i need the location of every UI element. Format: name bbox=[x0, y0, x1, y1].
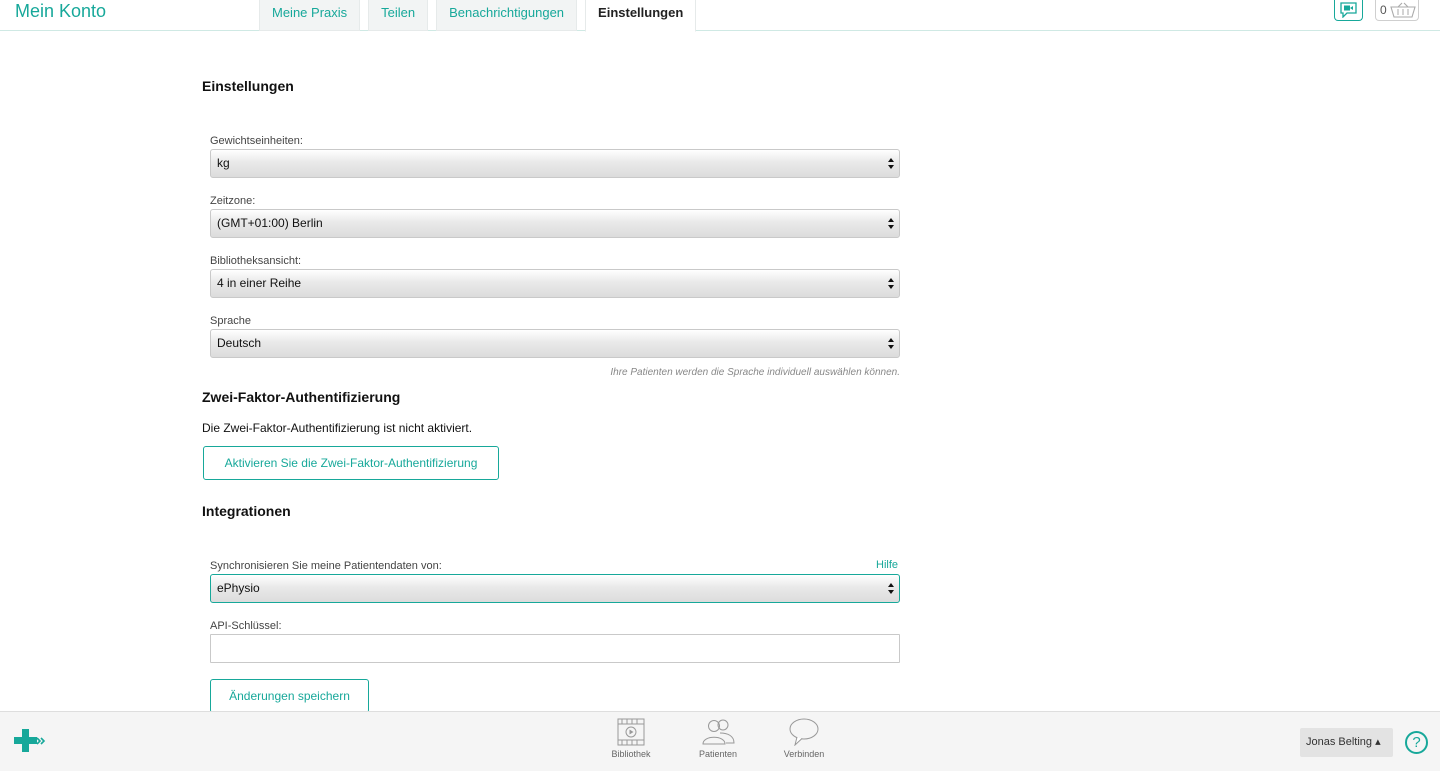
footer-bar bbox=[0, 711, 1440, 771]
language-value: Deutsch bbox=[217, 336, 262, 350]
help-link[interactable]: Hilfe bbox=[876, 559, 899, 571]
save-changes-button[interactable]: Änderungen speichern bbox=[210, 679, 369, 713]
api-key-input[interactable] bbox=[210, 634, 900, 663]
timezone-select[interactable] bbox=[210, 209, 900, 238]
library-view-value: 4 in einer Reihe bbox=[217, 276, 302, 290]
library-film-icon bbox=[617, 718, 645, 746]
video-call-icon bbox=[1339, 2, 1358, 18]
two-factor-heading: Zwei-Faktor-Authentifizierung bbox=[202, 389, 401, 405]
select-arrows-icon bbox=[888, 218, 894, 229]
help-icon[interactable]: ? bbox=[1405, 731, 1428, 754]
nav-library-label: Bibliothek bbox=[611, 749, 651, 759]
sync-source-select[interactable] bbox=[210, 574, 900, 603]
weight-units-select[interactable] bbox=[210, 149, 900, 178]
tab-meine-praxis[interactable]: Meine Praxis bbox=[259, 0, 360, 31]
select-arrows-icon bbox=[888, 158, 894, 169]
select-arrows-icon bbox=[888, 278, 894, 289]
nav-connect-label: Verbinden bbox=[783, 749, 825, 759]
nav-library[interactable] bbox=[608, 718, 654, 759]
nav-patients[interactable] bbox=[696, 718, 740, 759]
cart-count: 0 bbox=[1380, 3, 1387, 17]
basket-icon bbox=[1390, 2, 1416, 18]
two-factor-status: Die Zwei-Faktor-Authentifizierung ist nicht aktiviert. bbox=[202, 421, 473, 435]
select-arrows-icon bbox=[888, 338, 894, 349]
timezone-label: Zeitzone: bbox=[210, 195, 256, 207]
sync-label: Synchronisieren Sie meine Patientendaten von: bbox=[210, 560, 442, 572]
user-menu-button[interactable]: Jonas Belting ▴ bbox=[1300, 728, 1393, 757]
settings-heading: Einstellungen bbox=[202, 78, 294, 94]
nav-patients-label: Patienten bbox=[698, 749, 738, 759]
chat-bubble-icon bbox=[788, 718, 820, 746]
language-hint: Ihre Patienten werden die Sprache individuell auswählen können. bbox=[610, 367, 900, 378]
video-call-button[interactable] bbox=[1334, 0, 1363, 21]
cart-button[interactable] bbox=[1375, 0, 1419, 21]
library-view-select[interactable] bbox=[210, 269, 900, 298]
nav-connect[interactable] bbox=[781, 718, 827, 759]
tab-teilen[interactable]: Teilen bbox=[368, 0, 428, 31]
select-arrows-icon bbox=[888, 583, 894, 594]
tab-einstellungen[interactable]: Einstellungen bbox=[585, 0, 696, 32]
weight-units-value: kg bbox=[217, 156, 230, 170]
patients-icon bbox=[700, 718, 736, 746]
integrations-heading: Integrationen bbox=[202, 503, 291, 519]
library-view-label: Bibliotheksansicht: bbox=[210, 255, 302, 267]
timezone-value: (GMT+01:00) Berlin bbox=[217, 216, 323, 230]
tab-benachrichtigungen[interactable]: Benachrichtigungen bbox=[436, 0, 577, 31]
api-key-label: API-Schlüssel: bbox=[210, 620, 282, 632]
language-select[interactable] bbox=[210, 329, 900, 358]
page-title: Mein Konto bbox=[15, 1, 107, 21]
weight-units-label: Gewichtseinheiten: bbox=[210, 135, 303, 147]
language-label: Sprache bbox=[210, 315, 251, 327]
activate-two-factor-button[interactable]: Aktivieren Sie die Zwei-Faktor-Authentifizierung bbox=[203, 446, 499, 480]
sync-source-value: ePhysio bbox=[217, 581, 260, 595]
brand-logo-icon[interactable] bbox=[14, 729, 46, 755]
top-bar bbox=[0, 0, 1440, 31]
tab-bar bbox=[259, 0, 696, 31]
